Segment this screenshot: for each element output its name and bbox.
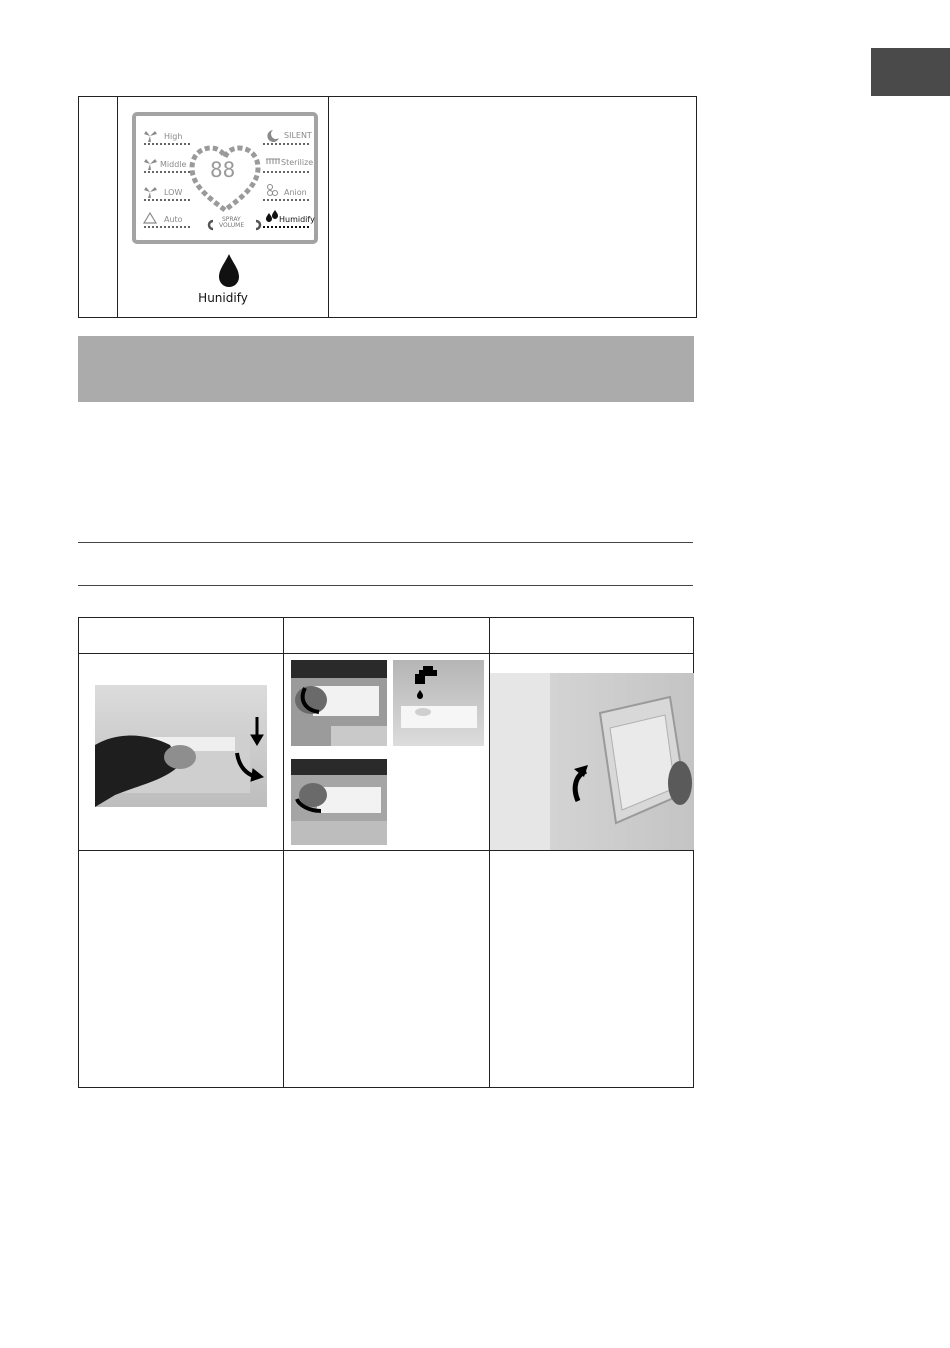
step-2-photo-open — [291, 660, 387, 746]
lcd-underline — [144, 199, 190, 201]
spray-label-top: SPRAY — [222, 216, 241, 223]
lcd-digits: 88 — [210, 158, 236, 182]
lcd-underline — [144, 226, 190, 228]
lcd-label-high: High — [164, 132, 183, 141]
step-3-photo — [490, 673, 694, 850]
hand-sleeve — [95, 736, 180, 807]
table-number-cell — [79, 97, 118, 317]
lcd-label-humidify: Humidify — [279, 215, 315, 224]
water-drop-icon — [217, 253, 241, 289]
recycle-icon — [144, 213, 156, 223]
spray-label-bottom: VOLUME — [219, 222, 245, 229]
divider-line — [78, 585, 693, 586]
row-divider — [79, 850, 693, 851]
lcd-label-middle: Middle — [160, 160, 187, 169]
lcd-display-panel — [132, 112, 318, 244]
steps-table — [78, 617, 694, 1088]
water-drop-icon — [266, 210, 278, 222]
fan-icon — [144, 131, 157, 198]
step-2-photo-close — [291, 759, 387, 845]
lcd-label-low: LOW — [164, 188, 183, 197]
page-tab-marker — [871, 48, 950, 96]
lcd-underline — [263, 143, 309, 145]
lcd-label-silent: SILENT — [284, 131, 312, 140]
lcd-underline — [144, 171, 190, 173]
lcd-label-auto: Auto — [164, 215, 183, 224]
step-1-photo — [95, 685, 267, 807]
sterilize-icon — [266, 159, 280, 164]
row-divider — [79, 653, 693, 654]
humidify-caption: Hunidify — [198, 291, 248, 305]
divider-line — [78, 542, 693, 543]
lcd-label-sterilize: Sterilize — [281, 158, 314, 167]
lcd-underline — [144, 143, 190, 145]
display-table — [78, 96, 697, 318]
moon-icon — [267, 130, 279, 142]
lcd-underline — [263, 199, 309, 201]
hand — [164, 745, 196, 769]
water-tap-icon — [415, 666, 437, 699]
column-divider — [283, 618, 284, 1087]
lcd-label-anion: Anion — [284, 188, 307, 197]
section-heading-band — [78, 336, 694, 402]
anion-icon — [268, 185, 278, 196]
lcd-underline — [263, 171, 309, 173]
step-2-photo-fill — [393, 660, 484, 746]
lcd-underline — [263, 226, 309, 228]
